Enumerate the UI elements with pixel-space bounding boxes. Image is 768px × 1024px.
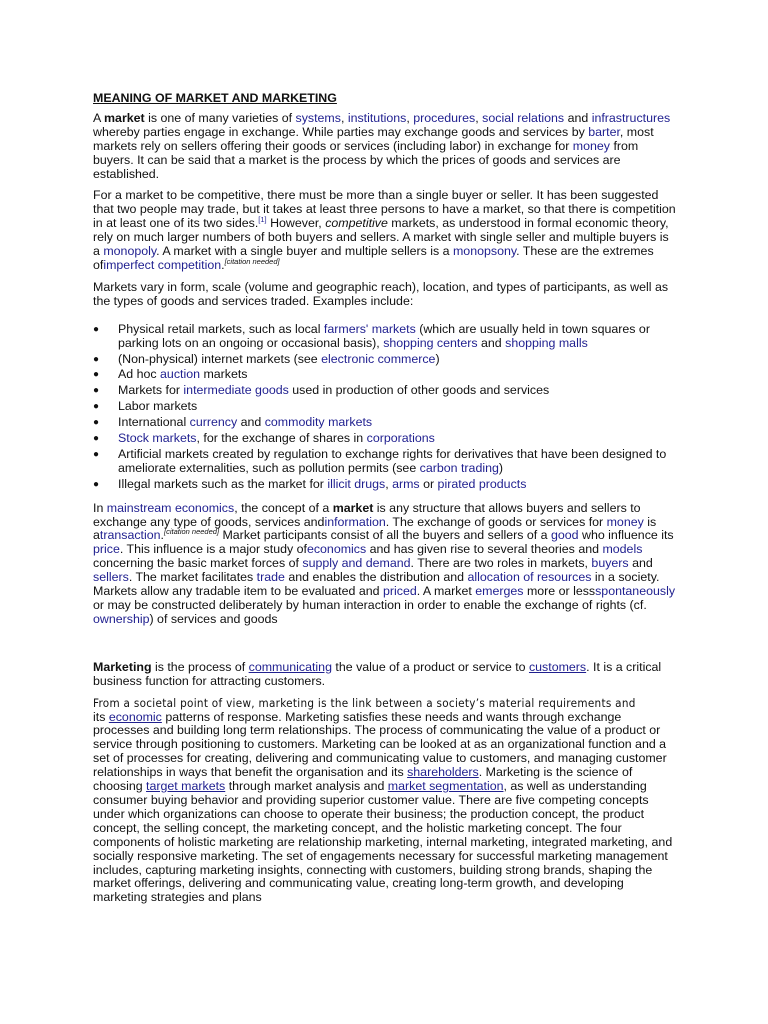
bullet-icon: ● bbox=[93, 369, 100, 381]
text-run: . This influence is a major study of bbox=[119, 542, 307, 557]
market-examples-list bbox=[93, 323, 678, 492]
link[interactable]: market segmentation bbox=[387, 779, 504, 794]
text-run: International bbox=[118, 415, 190, 430]
text-run: Market participants consist of all the buyers and sellers of a bbox=[219, 528, 551, 543]
link[interactable]: institutions bbox=[347, 110, 407, 125]
link[interactable]: shareholders bbox=[407, 765, 479, 780]
text-run: Physical retail markets, such as local bbox=[118, 321, 324, 336]
bullet-icon: ● bbox=[93, 417, 100, 429]
link[interactable]: trade bbox=[256, 570, 285, 585]
link[interactable]: farmers' markets bbox=[323, 321, 416, 336]
list-item bbox=[93, 432, 678, 446]
text-run: and enables the distribution and bbox=[284, 570, 468, 585]
text-run: (Non-physical) internet markets (see bbox=[118, 351, 322, 366]
text-run: . These are the extremes of bbox=[93, 244, 654, 272]
text-run: and bbox=[237, 415, 265, 430]
bullet-icon: ● bbox=[93, 323, 100, 335]
text-run: , bbox=[385, 476, 393, 491]
text-run: is any structure that allows buyers and sellers to exchange any type of goods, services and bbox=[93, 500, 641, 529]
link[interactable]: illicit drugs bbox=[327, 476, 386, 491]
text-run: Labor markets bbox=[118, 399, 198, 414]
link[interactable]: information bbox=[324, 514, 386, 529]
link[interactable]: economics bbox=[306, 542, 367, 557]
text-run: . The exchange of goods or services for bbox=[385, 514, 607, 529]
text-run: , for the exchange of shares in bbox=[196, 431, 367, 446]
text-run: In bbox=[93, 500, 107, 515]
link[interactable]: monopsony bbox=[452, 244, 517, 259]
link[interactable]: intermediate goods bbox=[183, 383, 289, 398]
paragraph-societal-view bbox=[93, 697, 678, 906]
document-page bbox=[93, 92, 678, 913]
text-run: patterns of response. Marketing satisfies these needs and wants through exchange processes and building long term relationships. The process of communicating the value of a product or service through positioning to customers. Marketing can be looked at as an organizational function and a set of processes for creating, delivering and communicating value to customers, and managing customer relationships in ways that benefit the organisation and its bbox=[93, 709, 667, 780]
link[interactable]: shopping centers bbox=[383, 335, 478, 350]
page-title: MEANING OF MARKET AND MARKETING bbox=[93, 91, 337, 105]
text-run: ) of services and goods bbox=[149, 611, 278, 626]
text-run: (which are usually held in town squares or parking lots on an ongoing or occasional basis), bbox=[118, 321, 650, 350]
list-item bbox=[93, 384, 678, 398]
text-run: Markets vary in form, scale (volume and geographic reach), location, and types of participants, as well as the types of goods and services traded. Examples include: bbox=[93, 279, 669, 308]
text-run: . The market facilitates bbox=[128, 570, 257, 585]
link[interactable]: imperfect competition bbox=[103, 257, 222, 272]
text-run: market bbox=[104, 110, 145, 125]
text-run: . A market bbox=[416, 584, 476, 599]
link[interactable]: systems bbox=[295, 110, 341, 125]
text-run: and bbox=[477, 335, 506, 350]
text-run: Markets for bbox=[118, 383, 184, 398]
link[interactable]: customers bbox=[528, 659, 587, 674]
text-run: its bbox=[93, 709, 109, 724]
link[interactable]: communicating bbox=[248, 659, 332, 674]
citation: [citation needed] bbox=[224, 256, 280, 266]
text-run: and bbox=[628, 556, 653, 571]
text-run: , bbox=[340, 110, 348, 125]
citation: [citation needed] bbox=[163, 527, 220, 537]
link[interactable]: economic bbox=[108, 709, 162, 724]
bullet-icon: ● bbox=[93, 478, 100, 490]
text-run: ) bbox=[498, 460, 504, 475]
bullet-icon: ● bbox=[93, 353, 100, 365]
link[interactable]: sellers bbox=[93, 570, 129, 585]
link[interactable]: [1] bbox=[258, 215, 267, 225]
text-run: concerning the basic market forces of bbox=[93, 556, 303, 571]
link[interactable]: arms bbox=[392, 476, 420, 491]
link[interactable]: currency bbox=[189, 415, 238, 430]
text-run: . Marketing is the science of choosing bbox=[93, 765, 633, 794]
text-run: . bbox=[221, 257, 225, 272]
link[interactable]: transaction bbox=[99, 528, 161, 543]
text-run: Illegal markets such as the market for bbox=[118, 476, 328, 491]
link[interactable]: price bbox=[93, 542, 120, 557]
text-run: ) bbox=[435, 351, 440, 366]
text-run: . bbox=[160, 528, 164, 543]
text-run: market bbox=[332, 500, 374, 515]
paragraph-mainstream-economics bbox=[93, 502, 678, 627]
text-run: and has given rise to several theories and bbox=[366, 542, 603, 557]
text-run: , bbox=[475, 110, 483, 125]
text-run: whereby parties engage in exchange. While parties may exchange goods and services by bbox=[93, 124, 589, 139]
paragraph-market-definition bbox=[93, 112, 678, 182]
paragraph-market-types bbox=[93, 281, 678, 309]
link[interactable]: supply and demand bbox=[302, 556, 411, 571]
list-item bbox=[93, 448, 678, 476]
link[interactable]: target markets bbox=[146, 779, 226, 794]
text-run: more or less bbox=[523, 584, 596, 599]
text-run: is one of many varieties of bbox=[144, 110, 296, 125]
paragraph-competition bbox=[93, 189, 678, 272]
link[interactable]: allocation of resources bbox=[467, 570, 592, 585]
text-run: is a bbox=[93, 514, 657, 543]
text-run: . There are two roles in markets, bbox=[410, 556, 592, 571]
link[interactable]: procedures bbox=[413, 110, 476, 125]
bullet-icon: ● bbox=[93, 385, 100, 397]
text-run: Artificial markets created by regulation to exchange rights for derivatives that have been designed to ameliorate externalities, such as pollution permits (see bbox=[118, 446, 667, 475]
link[interactable]: auction bbox=[160, 367, 200, 382]
link[interactable]: priced bbox=[382, 584, 417, 599]
text-run: who influence its bbox=[578, 528, 674, 543]
link[interactable]: spontaneously bbox=[595, 584, 676, 599]
text-run: the value of a product or service to bbox=[331, 659, 529, 674]
list-item bbox=[93, 368, 678, 382]
text-run: through market analysis and bbox=[225, 779, 388, 794]
link[interactable]: buyers bbox=[591, 556, 629, 571]
link[interactable]: electronic commerce bbox=[321, 351, 436, 366]
link[interactable]: monopoly bbox=[103, 244, 157, 259]
link[interactable]: money bbox=[606, 514, 644, 529]
text-run: from buyers. It can be said that a market is the process by which the prices of goods and services are established. bbox=[93, 138, 639, 181]
list-item bbox=[93, 353, 678, 367]
text-run: Ad hoc bbox=[118, 367, 161, 382]
text-run: is the process of bbox=[151, 659, 249, 674]
text-run: used in production of other goods and services bbox=[288, 383, 550, 398]
section-gap bbox=[93, 635, 678, 661]
bullet-icon: ● bbox=[93, 433, 100, 445]
link[interactable]: infrastructures bbox=[591, 110, 671, 125]
text-run: . A market with a single buyer and multiple sellers is a bbox=[156, 244, 453, 259]
list-item bbox=[93, 400, 678, 414]
text-run: and bbox=[564, 110, 592, 125]
bullet-icon: ● bbox=[93, 401, 100, 413]
text-run: For a market to be competitive, there must be more than a single buyer or seller. It has been suggested that two people may trade, but it takes at least three persons to have a market, so that there is competition in at least one of its two sides. bbox=[93, 188, 676, 231]
text-run: A bbox=[93, 110, 105, 125]
link[interactable]: pirated products bbox=[437, 476, 527, 491]
text-run: in a society. Markets allow any tradable item to be evaluated and bbox=[93, 570, 660, 599]
link[interactable]: good bbox=[550, 528, 579, 543]
societal-view-body bbox=[93, 710, 672, 905]
list-item bbox=[93, 323, 678, 351]
text-run: or bbox=[419, 476, 438, 491]
link[interactable]: emerges bbox=[475, 584, 524, 599]
text-run: Marketing bbox=[93, 659, 152, 674]
link[interactable]: ownership bbox=[93, 611, 150, 626]
link[interactable]: commodity markets bbox=[264, 415, 373, 430]
link[interactable]: mainstream economics bbox=[106, 500, 235, 515]
link[interactable]: social relations bbox=[482, 110, 565, 125]
paragraph-marketing-definition bbox=[93, 661, 678, 689]
text-run: markets, as understood in formal economic theory, rely on much larger numbers of both buyers and sellers. A market with single seller and multiple buyers is a bbox=[93, 216, 669, 259]
link[interactable]: Stock markets bbox=[118, 431, 197, 446]
societal-view-lead: From a societal point of view, marketing is the link between a society’s material requirements and bbox=[93, 695, 636, 710]
link[interactable]: corporations bbox=[366, 431, 435, 446]
text-run: , the concept of a bbox=[234, 500, 333, 515]
bullet-icon: ● bbox=[93, 448, 100, 460]
link[interactable]: barter bbox=[588, 124, 620, 139]
link[interactable]: money bbox=[572, 138, 610, 153]
text-run: markets bbox=[200, 367, 248, 382]
text-run: . It is a critical business function for attracting customers. bbox=[93, 659, 662, 688]
list-item bbox=[93, 478, 678, 492]
link[interactable]: models bbox=[602, 542, 643, 557]
text-run: or may be constructed deliberately by human interaction in order to enable the exchange of rights (cf. bbox=[93, 598, 647, 612]
list-item bbox=[93, 416, 678, 430]
text-run: However, bbox=[266, 216, 326, 231]
link[interactable]: shopping malls bbox=[505, 335, 588, 350]
link[interactable]: carbon trading bbox=[419, 460, 499, 475]
text-run: , bbox=[406, 110, 414, 125]
text-run: , as well as understanding consumer buying behavior and providing superior customer value. There are five competing concepts under which organizations can choose to operate their business; the production concept, the product concept, the selling concept, the marketing concept, and the holistic marketing concept. The four components of holistic marketing are relationship marketing, internal marketing, integrated marketing, and socially responsive marketing. The set of engagements necessary for successful marketing management includes, capturing marketing insights, connecting with customers, building strong brands, shaping the market offerings, delivering and communicating value, creating long-term growth, and developing marketing strategies and plans bbox=[93, 779, 673, 905]
text-run: , most markets rely on sellers offering their goods or services (including labor) in exchange for bbox=[93, 124, 654, 153]
text-run: competitive bbox=[325, 216, 388, 231]
